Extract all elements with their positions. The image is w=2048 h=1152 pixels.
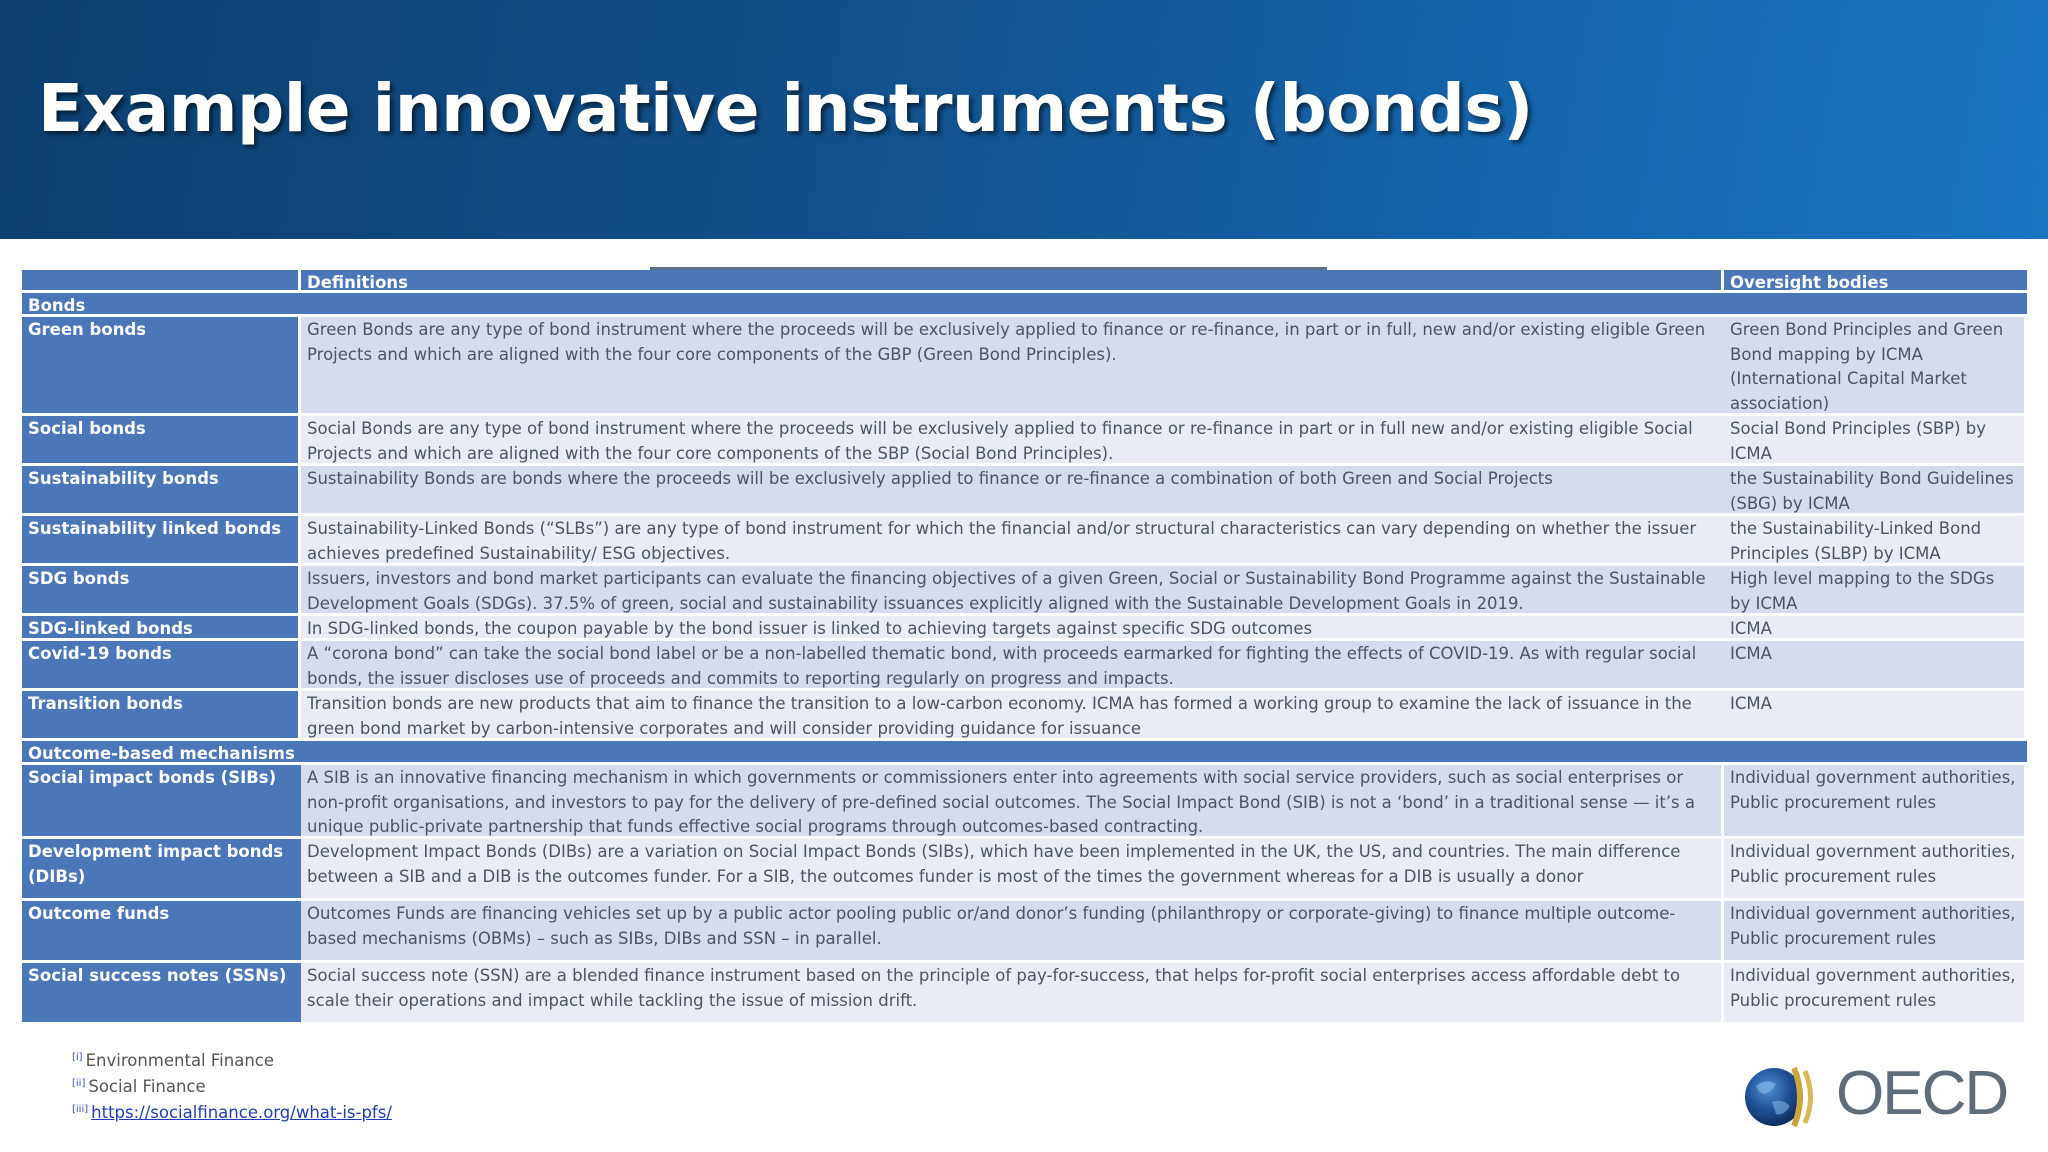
footnote-text: Environmental Finance <box>85 1051 275 1070</box>
row-label: Social success notes (SSNs) <box>22 963 301 1025</box>
row-definition: Outcomes Funds are financing vehicles set up by a public actor pooling public or/and donor’s funding (philanthropy or corporate-giving) to finance multiple outcome-based mechanisms (OBMs) – such as SIBs, DIBs and SSN – in parallel. <box>301 901 1724 963</box>
row-oversight: High level mapping to the SDGs by ICMA <box>1724 566 2027 616</box>
footnote-marker: [ii] <box>72 1078 86 1089</box>
row-label: SDG bonds <box>22 566 301 616</box>
oecd-logo-text: OECD <box>1836 1059 2008 1128</box>
row-label: Social bonds <box>22 416 301 466</box>
row-definition: Green Bonds are any type of bond instrument where the proceeds will be exclusively applied to finance or re-finance, in part or in full, new and/or existing eligible Green Projects and which are aligned with the four core components of the GBP (Green Bond Principles). <box>301 317 1724 416</box>
row-label: Transition bonds <box>22 691 301 741</box>
row-definition: Sustainability-Linked Bonds (“SLBs”) are any type of bond instrument for which the financial and/or structural characteristics can vary depending on whether the issuer achieves predefined Sustainability/ ESG objectives. <box>301 516 1724 566</box>
row-oversight: Individual government authorities, Public procurement rules <box>1724 963 2027 1025</box>
footnote <box>72 1072 392 1098</box>
footnotes <box>72 1046 392 1124</box>
row-definition: Sustainability Bonds are bonds where the proceeds will be exclusively applied to finance or re-finance a combination of both Green and Social Projects <box>301 466 1724 516</box>
section-header-bonds: Bonds <box>22 293 2027 317</box>
bonds-table <box>22 270 2027 1025</box>
slide-title: Example innovative instruments (bonds) <box>38 70 1533 147</box>
row-definition: Development Impact Bonds (DIBs) are a variation on Social Impact Bonds (SIBs), which have been implemented in the UK, the US, and countries. The main difference between a SIB and a DIB is the outcomes funder. For a SIB, the outcomes funder is most of the times the government whereas for a DIB is usually a donor <box>301 839 1724 901</box>
row-oversight: the Sustainability-Linked Bond Principles (SLBP) by ICMA <box>1724 516 2027 566</box>
row-label: Development impact bonds (DIBs) <box>22 839 301 901</box>
oecd-globe-icon <box>1745 1068 1811 1126</box>
row-definition: Issuers, investors and bond market participants can evaluate the financing objectives of a given Green, Social or Sustainability Bond Programme against the Sustainable Development Goals (SDGs). 37.5% of green, social and sustainability issuances explicitly aligned with the Sustainable Development Goals in 2019. <box>301 566 1724 616</box>
footnote-text: Social Finance <box>88 1077 206 1096</box>
table-header-oversight: Oversight bodies <box>1724 270 2027 293</box>
row-label: Covid-19 bonds <box>22 641 301 691</box>
row-label: Green bonds <box>22 317 301 416</box>
row-label: SDG-linked bonds <box>22 616 301 641</box>
table-header-empty <box>22 270 301 293</box>
row-oversight: Individual government authorities, Public procurement rules <box>1724 839 2027 901</box>
table-header-definitions: Definitions <box>301 270 1724 293</box>
footnote <box>72 1046 392 1072</box>
footnote <box>72 1098 392 1124</box>
row-oversight: Individual government authorities, Public procurement rules <box>1724 901 2027 963</box>
row-label: Social impact bonds (SIBs) <box>22 765 301 839</box>
row-oversight: ICMA <box>1724 691 2027 741</box>
row-oversight: ICMA <box>1724 641 2027 691</box>
footnote-marker: [i] <box>72 1052 83 1063</box>
row-oversight: Social Bond Principles (SBP) by ICMA <box>1724 416 2027 466</box>
row-definition: Social Bonds are any type of bond instrument where the proceeds will be exclusively applied to finance or re-finance in part or in full new and/or existing eligible Social Projects and which are aligned with the four core components of the SBP (Social Bond Principles). <box>301 416 1724 466</box>
row-oversight: the Sustainability Bond Guidelines (SBG) by ICMA <box>1724 466 2027 516</box>
row-label: Sustainability linked bonds <box>22 516 301 566</box>
row-oversight: ICMA <box>1724 616 2027 641</box>
row-definition: Transition bonds are new products that aim to finance the transition to a low-carbon economy. ICMA has formed a working group to examine the lack of issuance in the green bond market by carbon-intensive corporates and will consider providing guidance for issuance <box>301 691 1724 741</box>
row-definition: In SDG-linked bonds, the coupon payable by the bond issuer is linked to achieving targets against specific SDG outcomes <box>301 616 1724 641</box>
row-oversight: Green Bond Principles and Green Bond mapping by ICMA (International Capital Market association) <box>1724 317 2027 416</box>
row-label: Outcome funds <box>22 901 301 963</box>
footnote-link[interactable]: https://socialfinance.org/what-is-pfs/ <box>91 1103 392 1122</box>
section-header-outcome-based: Outcome-based mechanisms <box>22 741 2027 765</box>
footnote-marker: [iii] <box>72 1104 89 1115</box>
title-banner <box>0 0 2048 239</box>
row-definition: A SIB is an innovative financing mechanism in which governments or commissioners enter into agreements with social service providers, such as social enterprises or non-profit organisations, and investors to pay for the delivery of pre-defined social outcomes. The Social Impact Bond (SIB) is not a ‘bond’ in a traditional sense — it’s a unique public-private partnership that funds effective social programs through outcomes-based contracting. <box>301 765 1724 839</box>
row-definition: A “corona bond” can take the social bond label or be a non-labelled thematic bond, with proceeds earmarked for fighting the effects of COVID-19. As with regular social bonds, the issuer discloses use of proceeds and commits to reporting regularly on progress and impacts. <box>301 641 1724 691</box>
row-oversight: Individual government authorities, Public procurement rules <box>1724 765 2027 839</box>
row-label: Sustainability bonds <box>22 466 301 516</box>
row-definition: Social success note (SSN) are a blended finance instrument based on the principle of pay-for-success, that helps for-profit social enterprises access affordable debt to scale their operations and impact while tackling the issue of mission drift. <box>301 963 1724 1025</box>
